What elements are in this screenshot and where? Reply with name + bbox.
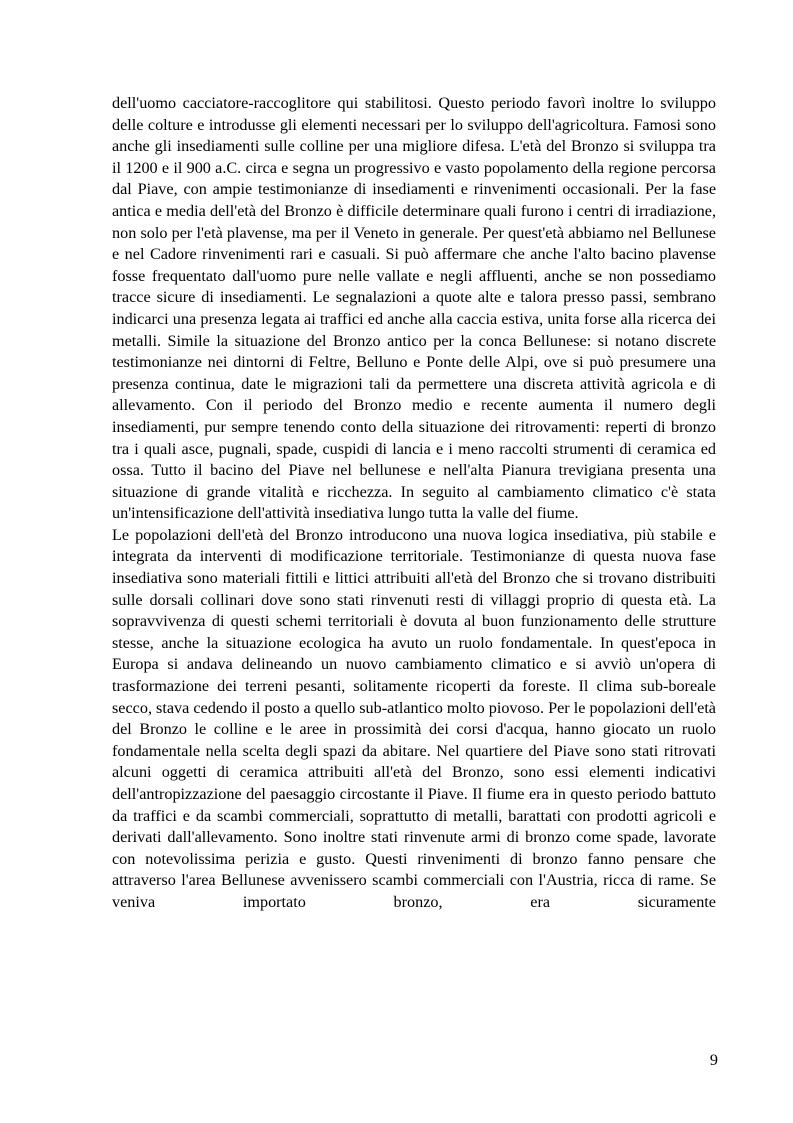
paragraph-bronze-age-intro: dell'uomo cacciatore-raccoglitore qui stabilitosi. Questo periodo favorì inoltre lo sviluppo delle colture e introdusse gli elementi necessari per lo sviluppo dell'agricoltura. Famosi sono anche gli insediamenti sulle colline per una migliore difesa. L'età del Bronzo si sviluppa tra il 1200 e il 900 a.C. circa e segna un progressivo e vasto popolamento della regione percorsa dal Piave, con ampie testimonianze di insediamenti e rinvenimenti occasionali. Per la fase antica e media dell'età del Bronzo è difficile determinare quali furono i centri di irradiazione, non solo per l'età plavense, ma per il Veneto in generale. Per quest'età abbiamo nel Bellunese e nel Cadore rinvenimenti rari e casuali. Si può affermare che anche l'alto bacino plavense fosse frequentato dall'uomo pure nelle vallate e negli affluenti, anche se non possediamo tracce sicure di insediamenti. Le segnalazioni a quote alte e talora presso passi, sembrano indicarci una presenza legata ai traffici ed anche alla caccia estiva, unita forse alla ricerca dei metalli. Simile la situazione del Bronzo antico per la conca Bellunese: si notano discrete testimonianze nei dintorni di Feltre, Belluno e Ponte delle Alpi, ove si può presumere una presenza continua, date le migrazioni tali da permettere una discreta attività agricola e di allevamento. Con il periodo del Bronzo medio e recente aumenta il numero degli insediamenti, pur sempre tenendo conto della situazione dei ritrovamenti: reperti di bronzo tra i quali asce, pugnali, spade, cuspidi di lancia e i meno raccolti strumenti di ceramica ed ossa. Tutto il bacino del Piave nel bellunese e nell'alta Pianura trevigiana presenta una situazione di grande vitalità e ricchezza. In seguito al cambiamento climatico c'è stata un'intensificazione dell'attività insediativa lungo tutta la valle del fiume.: [112, 94, 716, 523]
paragraph-bronze-age-settlement: Le popolazioni dell'età del Bronzo introducono una nuova logica insediativa, più stabile e integrata da interventi di modificazione territoriale. Testimonianze di questa nuova fase insediativa sono materiali fittili e littici attribuiti all'età del Bronzo che si trovano distribuiti sulle dorsali collinari dove sono stati rinvenuti resti di villaggi proprio di questa età. La sopravvivenza di questi schemi territoriali è dovuta al buon funzionamento delle strutture stesse, anche la situazione ecologica ha avuto un ruolo fondamentale. In quest'epoca in Europa si andava delineando un nuovo cambiamento climatico e si avviò un'opera di trasformazione dei terreni pesanti, solitamente ricoperti da foreste. Il clima sub-boreale secco, stava cedendo il posto a quello sub-atlantico molto piovoso. Per le popolazioni dell'età del Bronzo le colline e le aree in prossimità dei corsi d'acqua, hanno giocato un ruolo fondamentale nella scelta degli spazi da abitare. Nel quartiere del Piave sono stati ritrovati alcuni oggetti di ceramica attribuiti all'età del Bronzo, sono essi elementi indicativi dell'antropizzazione del paesaggio circostante il Piave. Il fiume era in questo periodo battuto da traffici e da scambi commerciali, soprattutto di metalli, barattati con prodotti agricoli e derivati dall'allevamento. Sono inoltre stati rinvenute armi di bronzo come spade, lavorate con notevolissima perizia e gusto. Questi rinvenimenti di bronzo fanno pensare che attraverso l'area Bellunese avvenissero scambi commerciali con l'Austria, ricca di rame. Se veniva importato bronzo, era sicuramente: [112, 525, 716, 911]
page-number: 9: [709, 1051, 718, 1069]
body-text: [112, 93, 716, 914]
